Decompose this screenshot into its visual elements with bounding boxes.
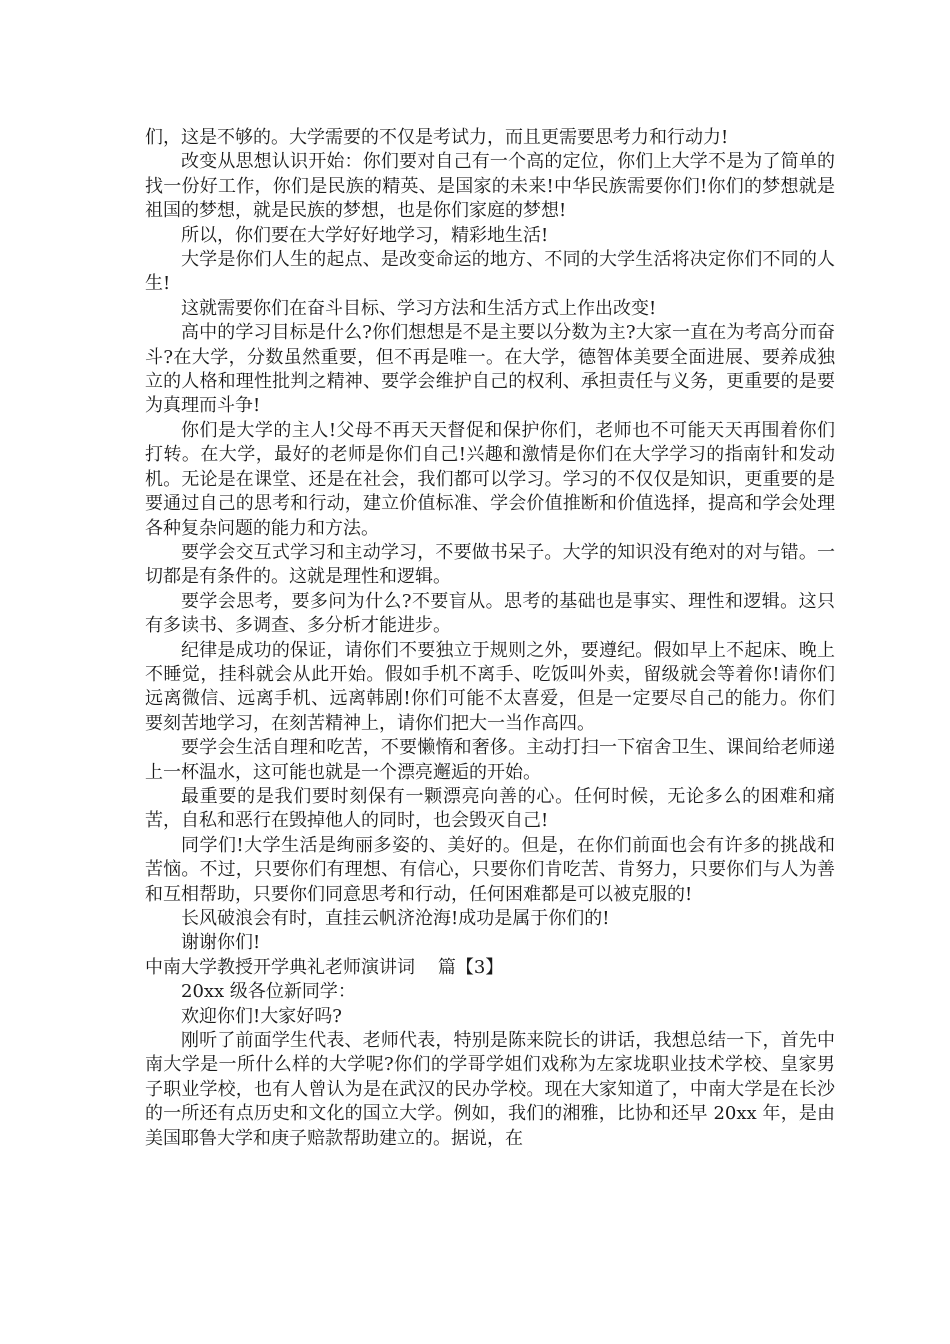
paragraph: 改变从思想认识开始：你们要对自己有一个高的定位，你们上大学不是为了简单的找一份好工作，你们是民族的精英、是国家的未来!中华民族需要你们!你们的梦想就是祖国的梦想，就是民族的梦想，也是你们家庭的梦想!: [145, 151, 835, 222]
document-page: [145, 126, 835, 1151]
salutation: 20xx 级各位新同学：: [181, 981, 356, 1003]
paragraph: 你们是大学的主人!父母不再天天督促和保护你们，老师也不可能天天再围着你们打转。在大学，最好的老师是你们自己!兴趣和激情是你们在大学学习的指南针和发动机。无论是在课堂、还是在社会，我们都可以学习。学习的不仅仅是知识，更重要的是要通过自己的思考和行动，建立价值标准、学会价值推断和价值选择，提高和学会处理各种复杂问题的能力和方法。: [145, 419, 835, 539]
paragraph: 大学是你们人生的起点、是改变命运的地方、不同的大学生活将决定你们不同的人生!: [145, 249, 835, 295]
paragraph: 这就需要你们在奋斗目标、学习方法和生活方式上作出改变!: [181, 297, 657, 319]
paragraph: 所以，你们要在大学好好地学习，精彩地生活!: [181, 224, 549, 246]
paragraph: 要学会生活自理和吃苦，不要懒惰和奢侈。主动打扫一下宿舍卫生、课间给老师递上一杯温水，这可能也就是一个漂亮邂逅的开始。: [145, 737, 835, 783]
paragraph: 纪律是成功的保证，请你们不要独立于规则之外，要遵纪。假如早上不起床、晚上不睡觉，挂科就会从此开始。假如手机不离手、吃饭叫外卖，留级就会等着你!请你们远离微信、远离手机、远离韩剧!你们可能不太喜爱，但是一定要尽自己的能力。你们要刻苦地学习，在刻苦精神上，请你们把大一当作高四。: [145, 639, 835, 734]
paragraph: 长风破浪会有时，直挂云帆济沧海!成功是属于你们的!: [181, 908, 610, 929]
greeting: 欢迎你们!大家好吗?: [181, 1005, 342, 1027]
paragraph-continuation: 们，这是不够的。大学需要的不仅是考试力，而且更需要思考力和行动力!: [145, 127, 729, 148]
paragraph: 要学会交互式学习和主动学习，不要做书呆子。大学的知识没有绝对的对与错。一切都是有条件的。这就是理性和逻辑。: [145, 541, 835, 588]
paragraph: 要学会思考，要多问为什么?不要盲从。思考的基础也是事实、理性和逻辑。这只有多读书、多调查、多分析才能进步。: [145, 590, 835, 637]
paragraph: 最重要的是我们要时刻保有一颗漂亮向善的心。任何时候，无论多么的困难和痛苦，自私和恶行在毁掉他人的同时，也会毁灭自己!: [145, 785, 835, 832]
paragraph: 高中的学习目标是什么?你们想想是不是主要以分数为主?大家一直在为考高分而奋斗?在大学，分数虽然重要，但不再是唯一。在大学，德智体美要全面进展、要养成独立的人格和理性批判之精神、要学会维护自己的权利、承担责任与义务，更重要的是要为真理而斗争!: [145, 322, 835, 417]
paragraph: 同学们!大学生活是绚丽多姿的、美好的。但是，在你们前面也会有许多的挑战和苦恼。不过，只要你们有理想、有信心，只要你们肯吃苦、肯努力，只要你们与人为善和互相帮助，只要你们同意思考和行动，任何困难都是可以被克服的!: [145, 834, 835, 905]
paragraph: 谢谢你们!: [181, 932, 261, 954]
section-heading: 中南大学教授开学典礼老师演讲词 篇【3】: [145, 956, 504, 978]
paragraph: 刚听了前面学生代表、老师代表，特别是陈来院长的讲话，我想总结一下，首先中南大学是一所什么样的大学呢?你们的学哥学姐们戏称为左家垅职业技术学校、皇家男子职业学校，也有人曾认为是在武汉的民办学校。现在大家知道了，中南大学是在长沙的一所还有点历史和文化的国立大学。例如，我们的湘雅，比协和还早 20xx 年，是由美国耶鲁大学和庚子赔款帮助建立的。据说，在: [145, 1030, 835, 1149]
